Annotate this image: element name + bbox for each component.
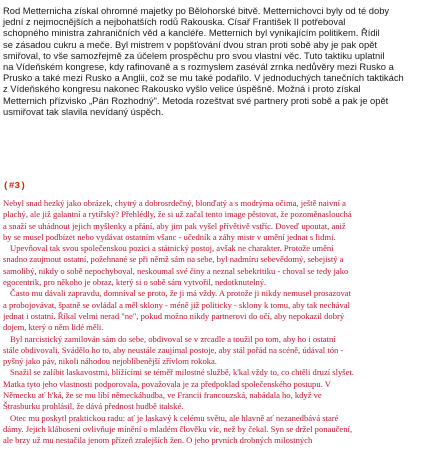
intro-line: z Vídeňského kongresu nakonec Rakousko vyšlo velice úspěšně. Možná i proto získal [3,83,361,95]
intro-paragraph [3,5,435,117]
intro-line: schopného ministra zahraničních věd a kancléře. Metternich byl vynikajícím politikem. Řídil [3,27,380,39]
red-text-line: samolibý, nikdy o sobě nepochyboval, neskoumal své činy a neznal sebekritiku - choval se tedy jako [3,265,349,276]
red-text-line: jednat i ostatní. Říkal velmi nerad "ne", pokud možno nikdy partnerovi do očí, aby nepokazil dobrý [3,310,345,321]
intro-line: Rod Metternicha získal ohromné majetky po Bělohorské bitvě. Metternichovci byly od té doby [3,5,390,16]
red-text-line: dámy. Jejich kláboseni ovlivňuje mínění o mladém člověku víc, než by čekal. Syn se držel ponaučení, [3,423,353,434]
red-text-line: Štrasburku prohlásil, že dává přednost hudbě italské. [3,401,184,412]
intro-line: se zásadou cukru a meče. Byl mistrem v popšťování dvou stran proti sobě aby je pak opět [3,38,378,50]
red-text-line: Byl narcistický zamilován sám do sebe, obdivoval se v zrcadle a toužil po tom, aby ho i ostatní [10,333,336,344]
red-text-line: a probojovávat, špatně se ovládal a měl sklony - méně již politicky - sklony k tomu, aby tak nechával [3,299,350,310]
section-marker: (#3) [3,180,26,191]
red-text-line: by se musel podbízet nebo vydávat ostatním všanc - učedník a záhy mistr v umění jednat s lidmi. [3,231,336,242]
intro-line: smiřoval, to vše samozřejmě za účelem prospěchu pro svou vlastní věc. Tuto taktiku uplatnil [3,49,385,61]
red-text-line: a snaží se uhádnout jejich myšlenky a přání, aby jim pak vyšel přívětivě vstříc. Doveď upoutat, aniž [3,220,346,231]
red-text-line: snadno zaujmout ostatní, požehnané se při němž sám na sebe, byl nadmíru sebevědomý, sebejistý a [3,254,344,265]
red-text-line: Upevňoval tak svou společenskou pozici a státnický postoj, avšak ne charakter. Protože umění [10,243,334,254]
intro-line: usmiřovat tak slavila nevídaný úspěch. [3,105,164,117]
red-text-line: Otec mu poskytl praktickou radu: ať je laskavý k celému světu, ale hlavně ať nezanedbává staré [10,412,339,423]
red-text-line: stále obdivovali. Svádělo ho to, aby neustále zaujímal postoje, aby stál pořád na scéně, údával tón - [3,344,344,355]
red-text-line: Často mu dávali zapravdu, domníval se proto, že ji má vždy. A protože ji nikdy nemusel prosazovat [10,288,351,299]
red-text-line: dojem, který o něm lidé měli. [3,322,104,333]
red-text-line: ale brzy už mu nestačila jenom přízeň zralejších žen. O jeho prvních drobných milostných [3,435,313,446]
intro-line: Metternich přízvisko „Pán Rozhodný". Metoda rozeštvat své partnery proti sobě a pak je opět [3,94,389,106]
red-text-line: pyšný jako páv, nikoli náhodou nejoblíbenější zřívlom rokoka. [3,356,217,367]
red-text-line: plachý, ale již galantní a rytířský? Přehlédly, že si už začal tento image pěstovat, že pozoměnaslouchá [3,209,352,220]
red-text-line: Snažil se zalíbit laskavostmi, blížícími se téměř milostné službě, k'kal vždy to, co chtěli druzí slyšet. [10,367,354,378]
red-text-block [3,198,438,447]
red-text-line: egocentrik, pro někoho je obraz, který si o sobě sám vytvořil, nedotknutelný. [3,277,267,288]
red-text-line: Německu ať h'ká, že se mu líbí německáhudba, ve Francii francouzská, nabádala ho, když ve [3,390,322,401]
intro-line: na Vídeňském kongrese, kdy rafinovaně a s rozmyslem zasévál zrnka nedůvěry mezi Rusko a [3,61,394,73]
red-text-line: Nebyl snad hezký jako obrázek, chytrý a dobrosrdečný, blonďatý a s modrýma očima, ještě naivní a [3,198,346,208]
intro-line: jední z nejmocnějších a nejbohatších rodů Rakouska. Císař František II potřeboval [3,16,346,28]
intro-line: Prusko a také mezi Rusko a Anglii, což se mu také podařilo. V jednoduchých tanečních taktikách [3,72,404,84]
red-text-line: Matka tyto jeho vlastnosti podporovala, považovala je za předpoklad společenského postupu. V [3,378,331,389]
